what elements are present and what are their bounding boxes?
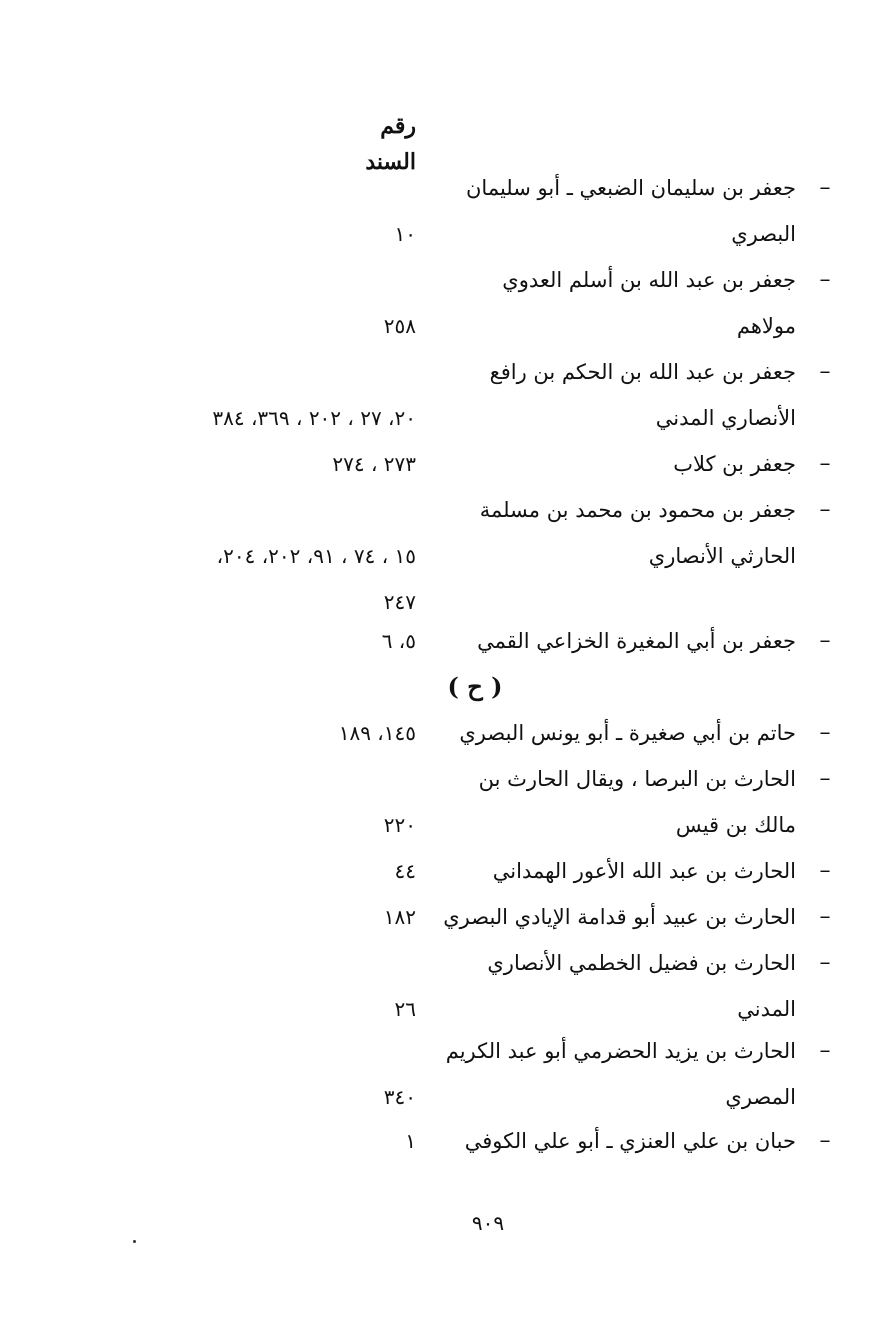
narrator-name: حاتم بن أبي صغيرة ـ أبو يونس البصري [459,721,796,745]
entry-dash: – [819,497,831,522]
entry-dash: – [819,628,831,653]
reference-numbers: ١٤٥، ١٨٩ [338,721,416,745]
reference-numbers: ٥، ٦ [381,629,416,653]
entry-dash: – [819,359,831,384]
entry-dash: – [819,267,831,292]
narrator-name: جعفر بن أبي المغيرة الخزاعي القمي [477,629,796,653]
entry-dash: – [819,766,831,791]
entry-dash: – [819,1128,831,1153]
reference-numbers: ١ [405,1129,416,1153]
narrator-name: جعفر بن محمود بن محمد بن مسلمة الحارثي الأنصاري [479,498,796,568]
entry-dash: – [819,904,831,929]
reference-numbers: ٣٤٠ [383,1085,416,1109]
scan-speck [133,1240,136,1243]
narrator-name: حبان بن علي العنزي ـ أبو علي الكوفي [464,1129,796,1153]
entry-dash: – [819,858,831,883]
narrator-name: الحارث بن البرصا ، ويقال الحارث بن مالك بن قيس [478,767,796,837]
page-title: رقم السند [365,113,416,175]
reference-numbers: ٤٤ [394,859,416,883]
reference-numbers-continued: ٢٤٧ [383,590,416,614]
section-letter-heading: ( ح ) [447,672,503,701]
narrator-name: الحارث بن فضيل الخطمي الأنصاري المدني [487,951,796,1021]
narrator-name: جعفر بن عبد الله بن أسلم العدوي مولاهم [502,268,796,338]
reference-numbers: ١٥ ، ٧٤ ، ٩١، ٢٠٢، ٢٠٤، [216,544,416,568]
reference-numbers: ٢٧٣ ، ٢٧٤ [332,452,416,476]
reference-numbers: ٢٥٨ [383,314,416,338]
entry-dash: – [819,1038,831,1063]
narrator-name: جعفر بن عبد الله بن الحكم بن رافع الأنصاري المدني [489,360,796,430]
narrator-name: الحارث بن عبيد أبو قدامة الإيادي البصري [443,905,796,929]
narrator-name: الحارث بن يزيد الحضرمي أبو عبد الكريم المصري [445,1039,796,1109]
reference-numbers: ٢٦ [394,997,416,1021]
entry-dash: – [819,175,831,200]
reference-numbers: ٢٠، ٢٧ ، ٢٠٢ ، ٣٦٩، ٣٨٤ [212,406,416,430]
reference-numbers: ١٠ [394,222,416,246]
reference-numbers: ٢٢٠ [383,813,416,837]
entry-dash: – [819,451,831,476]
narrator-name: جعفر بن سليمان الضبعي ـ أبو سليمان البصري [466,176,796,246]
page-number: ٩٠٩ [471,1211,505,1235]
entry-dash: – [819,950,831,975]
narrator-name: جعفر بن كلاب [673,452,796,476]
narrator-name: الحارث بن عبد الله الأعور الهمداني [492,859,796,883]
entry-dash: – [819,720,831,745]
reference-numbers: ١٨٢ [383,905,416,929]
